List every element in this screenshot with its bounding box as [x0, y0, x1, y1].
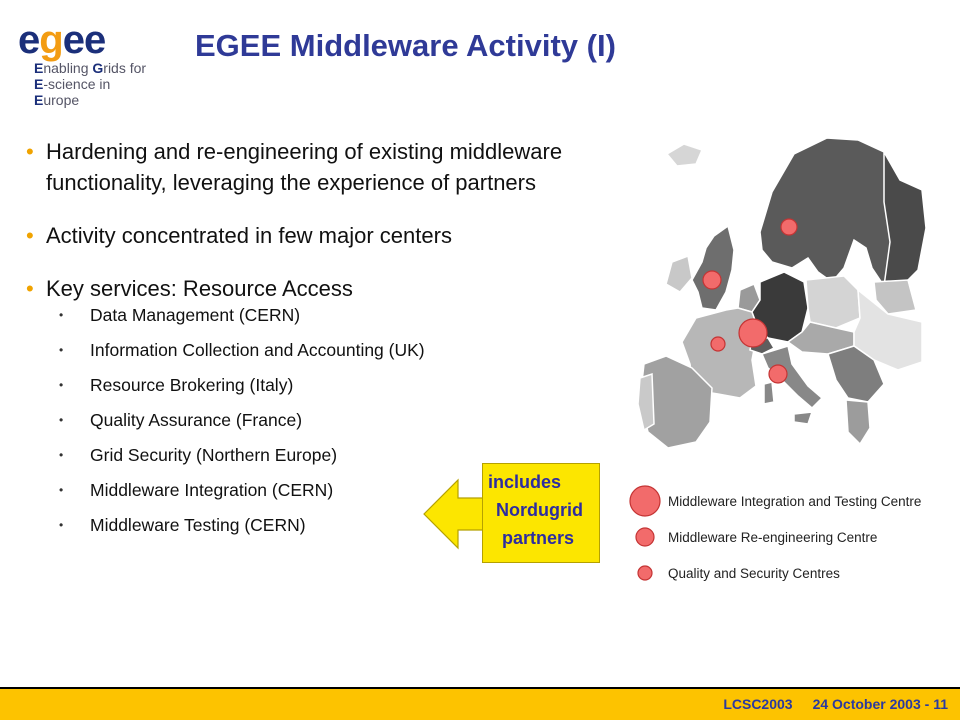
uk-centre-marker [703, 271, 721, 289]
iceland-shape [667, 144, 702, 166]
sub-bullet-text: Middleware Integration (CERN) [90, 480, 334, 500]
bullet-text: Key services: Resource Access [46, 276, 353, 301]
bullet-text: Hardening and re-engineering of existing middleware functionality, leveraging the experience of partners [46, 139, 563, 195]
logo-letter: e [62, 18, 84, 62]
bullet-text: Activity concentrated in few major centers [46, 223, 452, 248]
sub-bullet-text: Information Collection and Accounting (UK) [90, 340, 425, 360]
logo-tagline-line2: E-science in Europe [34, 76, 111, 108]
sub-bullet-text: Data Management (CERN) [90, 305, 301, 325]
greece-shape [846, 400, 870, 444]
france-centre-marker [711, 337, 725, 351]
callout-line: partners [502, 528, 575, 548]
map-legend [628, 484, 954, 592]
sub-bullet-text: Resource Brokering (Italy) [90, 375, 294, 395]
finland-shape [884, 152, 926, 286]
bullet-item [26, 220, 586, 251]
legend-label: Middleware Integration and Testing Centre [668, 494, 922, 509]
sub-bullet-item: • Grid Security (Northern Europe) [59, 445, 338, 465]
sub-bullet-item: • Information Collection and Accounting (UK) [59, 340, 425, 360]
logo-letter: e [83, 18, 106, 62]
ireland-shape [666, 256, 692, 292]
legend-label: Quality and Security Centres [668, 566, 840, 581]
europe-map [622, 132, 940, 462]
egee-logo [18, 18, 158, 108]
callout-text [488, 468, 583, 552]
sicily-shape [794, 412, 812, 424]
bullet-dot: • [26, 139, 34, 164]
sub-bullet-text: Grid Security (Northern Europe) [90, 445, 338, 465]
sardinia-shape [764, 382, 774, 404]
integration-centre-marker-icon [628, 484, 662, 518]
poland-shape [806, 276, 860, 328]
portugal-shape [638, 374, 654, 430]
quality-centre-marker-icon [628, 556, 662, 590]
sub-bullet-item: • Middleware Testing (CERN) [59, 515, 306, 535]
bullet-dot: • [26, 223, 34, 248]
footer-date-page: 24 October 2003 - 11 [812, 696, 948, 712]
callout-line: Nordugrid [496, 500, 583, 520]
logo-letter: g [39, 18, 63, 62]
reengineering-centre-marker-icon [628, 520, 662, 554]
logo-wordmark [18, 20, 105, 60]
legend-label: Middleware Re-engineering Centre [668, 530, 878, 545]
footer-bar [0, 687, 960, 720]
legend-row [628, 520, 954, 556]
sub-bullet-item: • Middleware Integration (CERN) [59, 480, 334, 500]
sub-bullet-text: Quality Assurance (France) [90, 410, 303, 430]
logo-tagline-line1: Enabling Grids for [34, 60, 147, 76]
slide-title: EGEE Middleware Activity (I) [195, 28, 616, 63]
logo-letter: e [18, 18, 40, 62]
callout-line: includes [488, 472, 562, 492]
footer-text [723, 696, 948, 712]
italy-centre-marker [769, 365, 787, 383]
logo-tagline [34, 60, 158, 108]
legend-row [628, 556, 954, 592]
uk-shape [692, 226, 734, 310]
footer-event: LCSC2003 [723, 696, 793, 712]
sweden-centre-marker [781, 219, 797, 235]
cern-centre-marker [739, 319, 767, 347]
sub-bullet-item: • Resource Brokering (Italy) [59, 375, 294, 395]
sub-bullet-item: • Data Management (CERN) [59, 305, 301, 325]
sub-bullet-text: Middleware Testing (CERN) [90, 515, 306, 535]
bullet-item [26, 136, 586, 198]
bullet-dot: • [26, 276, 34, 301]
legend-row [628, 484, 954, 520]
nordugrid-callout [420, 460, 610, 570]
sub-bullet-item: • Quality Assurance (France) [59, 410, 303, 430]
